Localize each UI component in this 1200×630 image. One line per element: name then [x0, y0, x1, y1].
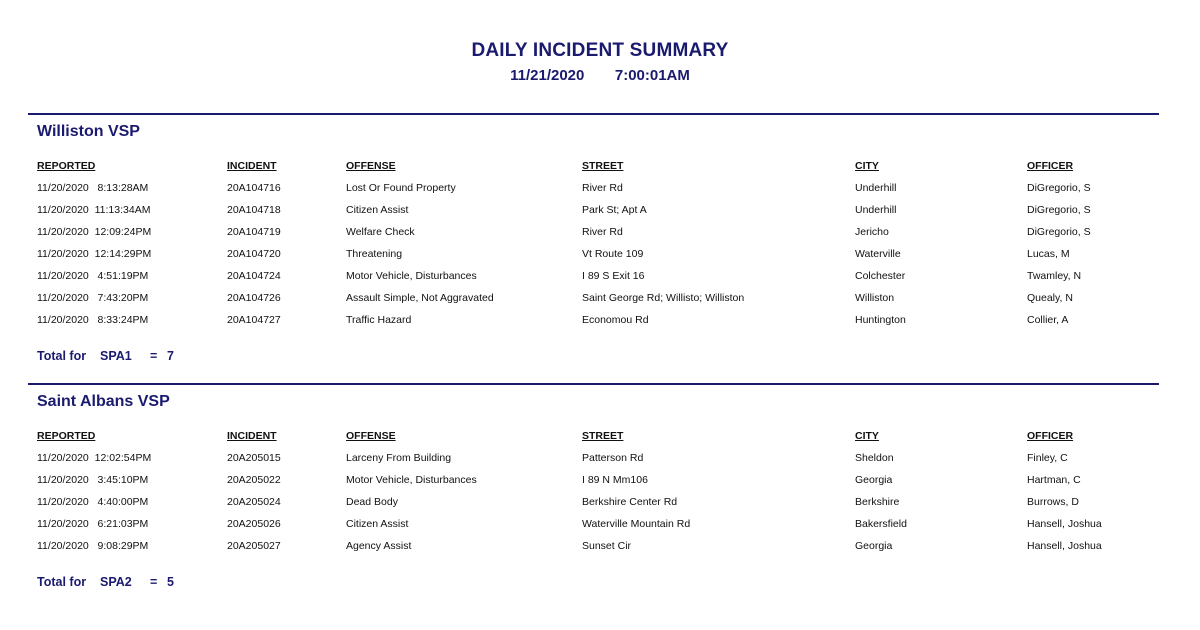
- cell-officer: DiGregorio, S: [1027, 182, 1091, 194]
- cell-reported: 11/20/2020 4:40:00PM: [37, 496, 149, 508]
- cell-reported: 11/20/2020 12:14:29PM: [37, 248, 152, 260]
- cell-incident: 20A104720: [227, 248, 281, 260]
- cell-reported: 11/20/2020 11:13:34AM: [37, 204, 151, 216]
- section-divider: [28, 383, 1159, 385]
- cell-reported: 11/20/2020 7:43:20PM: [37, 292, 149, 304]
- cell-offense: Citizen Assist: [346, 204, 409, 216]
- cell-offense: Citizen Assist: [346, 518, 409, 530]
- cell-reported: 11/20/2020 6:21:03PM: [37, 518, 149, 530]
- total-code: SPA2: [100, 575, 132, 589]
- cell-city: Jericho: [855, 226, 889, 238]
- report-datetime: 11/21/2020 7:00:01AM: [510, 67, 690, 84]
- cell-street: Vt Route 109: [582, 248, 644, 260]
- cell-city: Berkshire: [855, 496, 900, 508]
- cell-city: Bakersfield: [855, 518, 907, 530]
- column-header-offense: OFFENSE: [346, 430, 396, 442]
- cell-street: River Rd: [582, 182, 623, 194]
- cell-street: Sunset Cir: [582, 540, 632, 552]
- cell-city: Underhill: [855, 204, 897, 216]
- column-header-offense: OFFENSE: [346, 160, 396, 172]
- cell-street: I 89 S Exit 16: [582, 270, 645, 282]
- cell-street: I 89 N Mm106: [582, 474, 648, 486]
- section-divider: [28, 113, 1159, 115]
- cell-city: Georgia: [855, 540, 893, 552]
- cell-offense: Larceny From Building: [346, 452, 452, 464]
- cell-offense: Lost Or Found Property: [346, 182, 456, 194]
- cell-city: Williston: [855, 292, 895, 304]
- cell-street: Saint George Rd; Willisto; Williston: [582, 292, 745, 304]
- column-header-reported: REPORTED: [37, 160, 96, 172]
- cell-reported: 11/20/2020 9:08:29PM: [37, 540, 149, 552]
- cell-incident: 20A205015: [227, 452, 281, 464]
- column-header-officer: OFFICER: [1027, 430, 1074, 442]
- cell-officer: Hartman, C: [1027, 474, 1081, 486]
- total-equals: =: [150, 349, 158, 363]
- cell-city: Sheldon: [855, 452, 894, 464]
- cell-street: Economou Rd: [582, 314, 649, 326]
- section-title: Saint Albans VSP: [37, 393, 170, 410]
- column-header-street: STREET: [582, 430, 624, 442]
- cell-offense: Dead Body: [346, 496, 398, 508]
- cell-reported: 11/20/2020 4:51:19PM: [37, 270, 149, 282]
- cell-city: Huntington: [855, 314, 906, 326]
- total-label: Total for: [37, 575, 87, 589]
- cell-city: Underhill: [855, 182, 897, 194]
- column-header-street: STREET: [582, 160, 624, 172]
- column-header-city: CITY: [855, 160, 879, 172]
- cell-offense: Motor Vehicle, Disturbances: [346, 270, 477, 282]
- total-count: 7: [167, 349, 174, 363]
- cell-street: Park St; Apt A: [582, 204, 647, 216]
- cell-street: Patterson Rd: [582, 452, 644, 464]
- cell-officer: DiGregorio, S: [1027, 204, 1091, 216]
- total-equals: =: [150, 575, 158, 589]
- cell-incident: 20A104724: [227, 270, 281, 282]
- cell-incident: 20A205027: [227, 540, 281, 552]
- cell-offense: Traffic Hazard: [346, 314, 412, 326]
- cell-offense: Agency Assist: [346, 540, 412, 552]
- total-code: SPA1: [100, 349, 132, 363]
- cell-incident: 20A104727: [227, 314, 281, 326]
- cell-officer: Hansell, Joshua: [1027, 540, 1102, 552]
- cell-city: Colchester: [855, 270, 906, 282]
- cell-reported: 11/20/2020 8:33:24PM: [37, 314, 149, 326]
- total-count: 5: [167, 575, 174, 589]
- cell-officer: Finley, C: [1027, 452, 1068, 464]
- cell-street: Waterville Mountain Rd: [582, 518, 691, 530]
- cell-incident: 20A104716: [227, 182, 281, 194]
- column-header-officer: OFFICER: [1027, 160, 1074, 172]
- column-header-incident: INCIDENT: [227, 430, 277, 442]
- cell-reported: 11/20/2020 3:45:10PM: [37, 474, 149, 486]
- cell-reported: 11/20/2020 12:02:54PM: [37, 452, 152, 464]
- cell-offense: Welfare Check: [346, 226, 415, 238]
- section-title: Williston VSP: [37, 123, 140, 140]
- cell-city: Georgia: [855, 474, 893, 486]
- column-header-city: CITY: [855, 430, 879, 442]
- cell-street: River Rd: [582, 226, 623, 238]
- cell-incident: 20A205024: [227, 496, 281, 508]
- cell-officer: Hansell, Joshua: [1027, 518, 1102, 530]
- cell-incident: 20A104726: [227, 292, 281, 304]
- cell-offense: Threatening: [346, 248, 403, 260]
- cell-incident: 20A205026: [227, 518, 281, 530]
- cell-officer: Burrows, D: [1027, 496, 1079, 508]
- cell-incident: 20A104718: [227, 204, 281, 216]
- cell-offense: Motor Vehicle, Disturbances: [346, 474, 477, 486]
- report-title: DAILY INCIDENT SUMMARY: [471, 40, 729, 61]
- cell-officer: Collier, A: [1027, 314, 1069, 326]
- cell-street: Berkshire Center Rd: [582, 496, 678, 508]
- cell-offense: Assault Simple, Not Aggravated: [346, 292, 494, 304]
- column-header-reported: REPORTED: [37, 430, 96, 442]
- total-label: Total for: [37, 349, 87, 363]
- cell-reported: 11/20/2020 12:09:24PM: [37, 226, 152, 238]
- cell-officer: DiGregorio, S: [1027, 226, 1091, 238]
- cell-incident: 20A205022: [227, 474, 281, 486]
- column-header-incident: INCIDENT: [227, 160, 277, 172]
- cell-city: Waterville: [855, 248, 901, 260]
- cell-officer: Twamley, N: [1027, 270, 1082, 282]
- cell-officer: Quealy, N: [1027, 292, 1073, 304]
- cell-incident: 20A104719: [227, 226, 281, 238]
- cell-reported: 11/20/2020 8:13:28AM: [37, 182, 149, 194]
- cell-officer: Lucas, M: [1027, 248, 1070, 260]
